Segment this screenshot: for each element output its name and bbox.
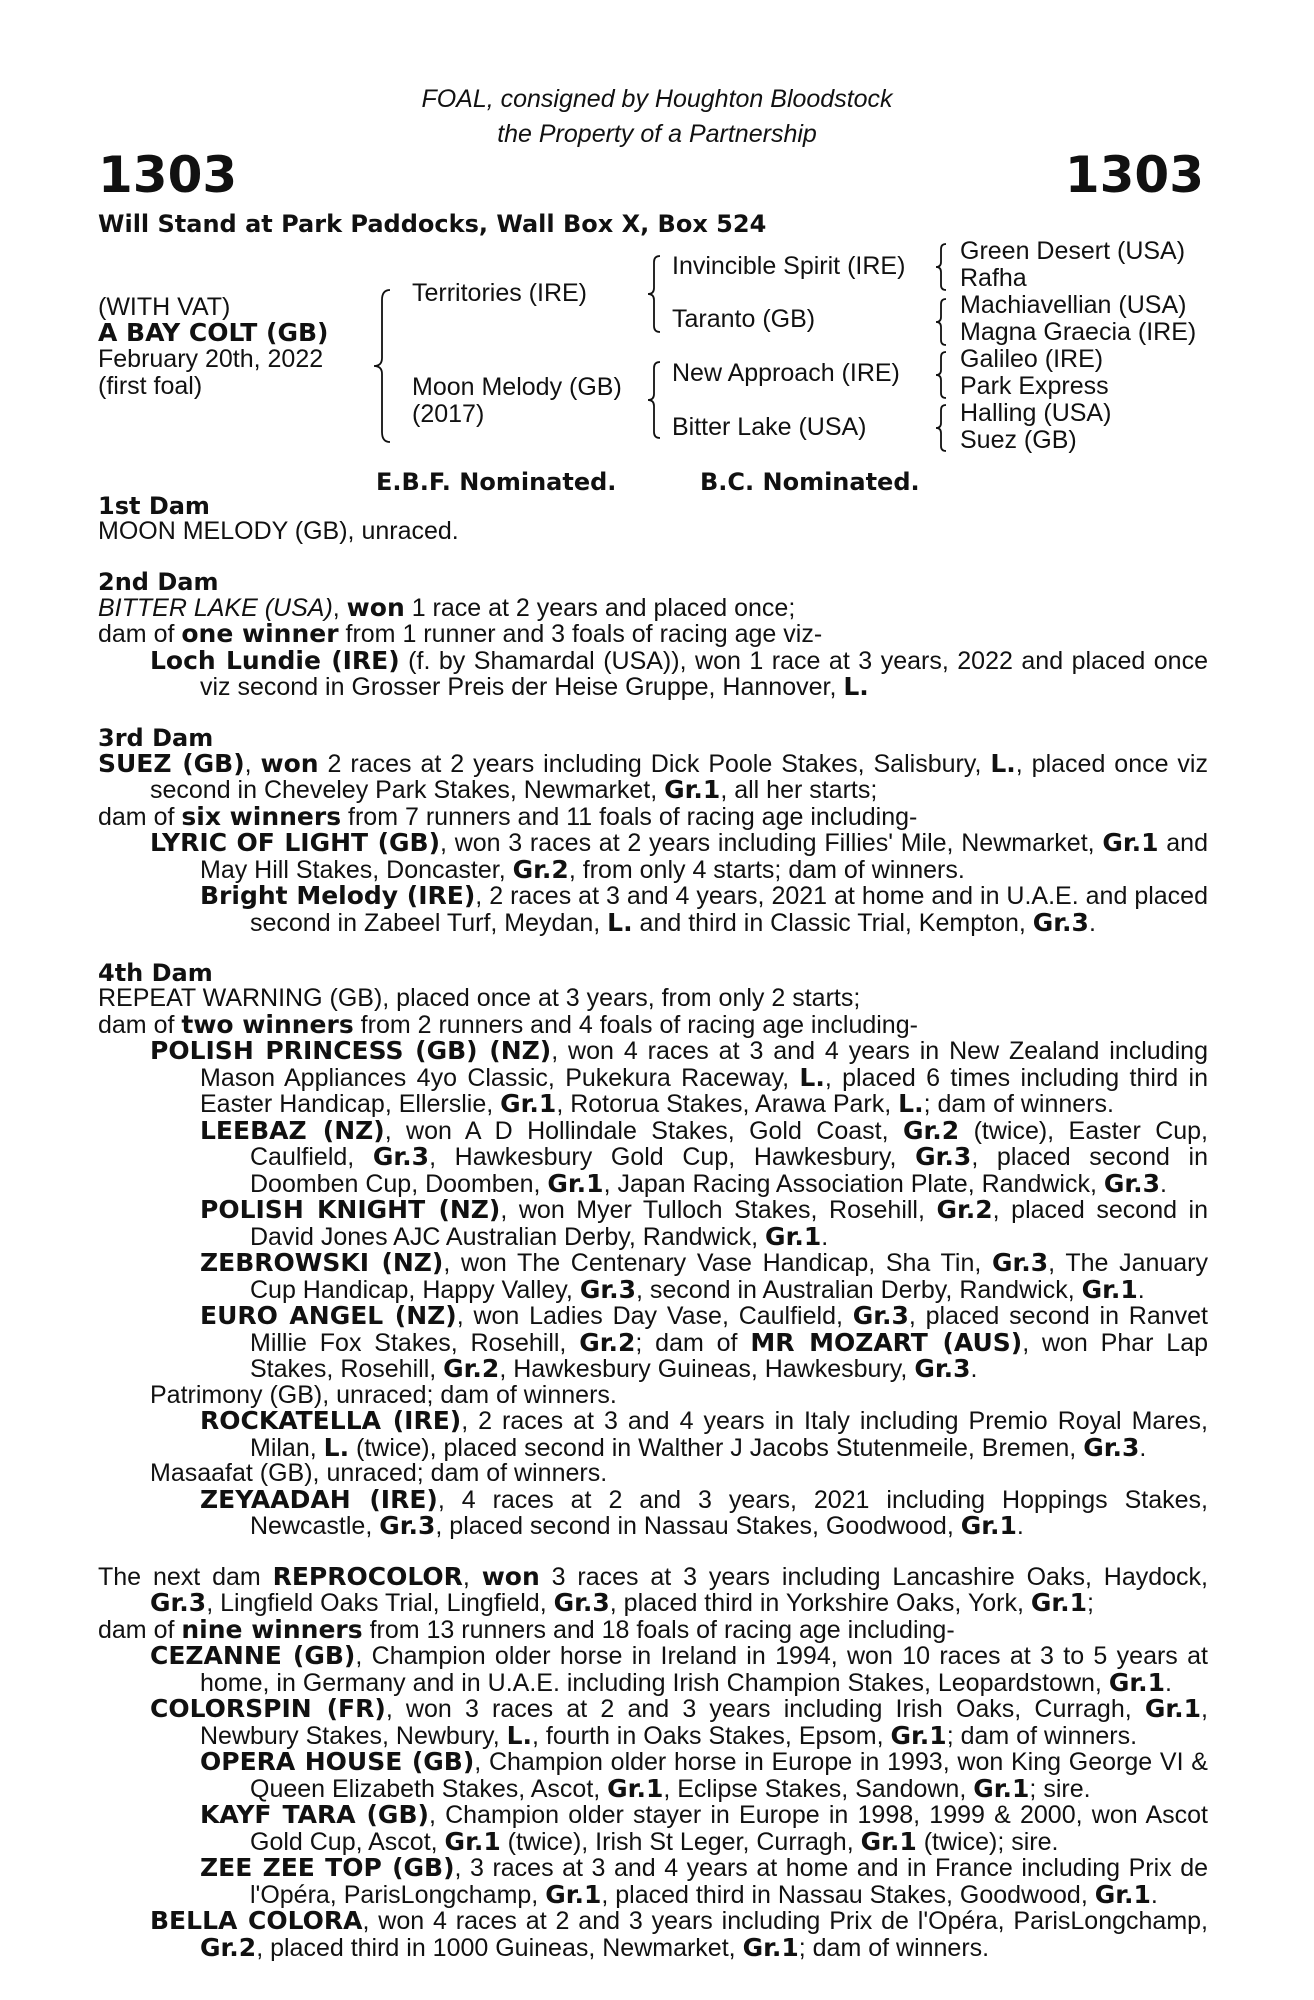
text-run: , fourth in Oaks Stakes, Epsom, [532, 1721, 891, 1750]
text-run: and third in Classic Trial, Kempton, [632, 908, 1033, 937]
text-run: from 2 runners and 4 foals of racing age including- [353, 1010, 918, 1039]
horse-name: LYRIC OF LIGHT (GB) [150, 828, 441, 857]
horse-name: EURO ANGEL (NZ) [200, 1301, 457, 1330]
horse-name: KAYF TARA (GB) [200, 1800, 429, 1829]
third-dam-heading: 3rd Dam [98, 723, 214, 752]
text-run: , Champion older horse in Ireland in 1994, won 10 races at 3 to 5 years at home, in Germany and in U.A.E. including Irish Champion Stakes, Leopardstown, [200, 1642, 1208, 1697]
text-run: L. [607, 907, 633, 937]
text-run: Gr.1 [444, 1826, 501, 1856]
text-run: , placed second in Doomben Cup, Doomben, [250, 1143, 1208, 1198]
pedigree-ds-sire: Galileo (IRE) [960, 345, 1104, 373]
text-run: . [821, 1222, 829, 1251]
second-dam-progeny-1 [98, 645, 1208, 701]
text-run: Gr.2 [579, 1327, 636, 1357]
bc-nominated: B.C. Nominated. [700, 468, 920, 496]
text-run: Gr.2 [512, 854, 569, 884]
fourth-dam-progeny-euro-angel [98, 1303, 1208, 1383]
next-dam-progeny-colorspin [98, 1696, 1208, 1749]
text-run: Gr.2 [936, 1195, 993, 1224]
text-run: L. [323, 1432, 350, 1462]
next-dam-progeny-bella-colora [98, 1908, 1208, 1961]
text-run: Gr.3 [1103, 1168, 1161, 1198]
text-run: Gr.3 [914, 1354, 971, 1383]
next-dam-progeny-opera-house [98, 1749, 1208, 1802]
text-run: Gr.1 [1102, 828, 1159, 857]
text-run: Gr.1 [547, 1168, 604, 1198]
text-run: , won 4 races at 2 and 3 years including Prix de l'Opéra, ParisLongchamp, [362, 1907, 1208, 1935]
text-run: 3 races at 3 years including Lancashire Oaks, Haydock, [539, 1562, 1208, 1591]
horse-name: SUEZ (GB) [98, 748, 245, 778]
horse-name: BELLA COLORA [150, 1906, 363, 1935]
first-dam-heading: 1st Dam [98, 492, 210, 520]
text-run: , placed third in 1000 Guineas, Newmarket, [256, 1933, 743, 1962]
text-run: Gr.3 [852, 1301, 909, 1330]
fourth-dam-line1: REPEAT WARNING (GB), placed once at 3 years, from only 2 starts; [98, 984, 861, 1012]
text-run: . [1165, 1668, 1172, 1697]
foal-name: A BAY COLT (GB) [98, 318, 329, 347]
lot-number-left: 1303 [98, 146, 238, 204]
text-run: , won Myer Tulloch Stakes, Rosehill, [500, 1196, 937, 1224]
fourth-dam-line2 [98, 1009, 1208, 1039]
text-run: The next dam [98, 1562, 273, 1591]
horse-name: LEEBAZ (NZ) [200, 1115, 385, 1145]
text-run: Gr.1 [765, 1221, 822, 1251]
text-run: Gr.1 [607, 1773, 664, 1803]
text-run: Gr.1 [545, 1879, 602, 1909]
pedigree-dam-year: (2017) [412, 400, 485, 428]
pedigree-dam-sire: New Approach (IRE) [672, 359, 900, 387]
text-run: , Hawkesbury Gold Cup, Hawkesbury, [429, 1143, 916, 1171]
pedigree-brace-sire [644, 254, 664, 334]
first-dam-text: MOON MELODY (GB), unraced. [98, 517, 459, 545]
text-run: , second in Australian Derby, Randwick, [636, 1275, 1082, 1304]
text-run: , won 4 races at 3 and 4 years in New Zealand including Mason Appliances 4yo Classic, Pukekura Raceway, [200, 1037, 1208, 1092]
pedigree-brace-main [370, 288, 394, 444]
text-run: Gr.1 [664, 775, 721, 804]
horse-name: ZEBROWSKI (NZ) [200, 1248, 444, 1277]
text-run: . [1088, 908, 1096, 937]
pedigree-sire: Territories (IRE) [412, 279, 588, 307]
text-run: (twice), Easter Cup, Caulfield, [250, 1116, 1208, 1171]
text-run: (twice), Irish St Leger, Curragh, [500, 1827, 861, 1856]
text-run: Gr.1 [1094, 1879, 1151, 1909]
fourth-dam-progeny-patrimony: Patrimony (GB), unraced; dam of winners. [150, 1380, 617, 1409]
text-run: dam of [98, 620, 182, 648]
text-run: from 7 runners and 11 foals of racing age including- [341, 802, 918, 831]
pedigree-sire-sire: Invincible Spirit (IRE) [672, 252, 906, 280]
second-dam-line1 [98, 592, 1208, 622]
text-run: Gr.1 [1030, 1588, 1088, 1617]
text-run: , Eclipse Stakes, Sandown, [663, 1774, 974, 1803]
text-run: , won Phar Lap Stakes, Rosehill, [250, 1328, 1209, 1383]
text-run: ; dam of winners. [798, 1933, 990, 1962]
third-dam-line1 [98, 748, 1208, 804]
text-run: dam of [98, 1615, 182, 1644]
consignor-line-1: FOAL, consigned by Houghton Bloodstock [421, 85, 893, 113]
pedigree-sire-dam: Taranto (GB) [672, 305, 816, 333]
text-run: . [1137, 1275, 1145, 1304]
text-run: , placed third in Yorkshire Oaks, York, [609, 1589, 1031, 1617]
text-run: L. [843, 672, 869, 701]
text-run: Gr.1 [500, 1089, 557, 1118]
text-run: nine winners [181, 1614, 363, 1644]
text-run: L. [990, 748, 1016, 778]
text-run: , Rotorua Stakes, Arawa Park, [556, 1090, 899, 1118]
text-run: won [346, 592, 405, 622]
text-run: (twice), placed second in Walther J Jacobs Stutenmeile, Bremen, [349, 1433, 1084, 1462]
text-run: , Newbury Stakes, Newbury, [200, 1695, 1208, 1750]
text-run: ; dam of winners. [946, 1721, 1138, 1750]
text-run: Gr.1 [960, 1511, 1017, 1540]
text-run: ; sire. [1029, 1774, 1091, 1803]
foal-note: (first foal) [98, 372, 203, 400]
text-run: Gr.3 [1032, 907, 1089, 937]
second-dam-line2 [98, 621, 1208, 648]
horse-name: CEZANNE (GB) [150, 1641, 356, 1670]
text-run: (f. by Shamardal (USA)), won 1 race at 3 years, 2022 and placed once viz second in Grosser Preis der Heise Gruppe, Hannover, [200, 646, 1208, 701]
next-dam-line2 [98, 1614, 1208, 1644]
text-run: six winners [181, 801, 342, 831]
pedigree-ss-sire: Green Desert (USA) [960, 237, 1186, 265]
text-run: Gr.3 [1083, 1432, 1140, 1462]
third-dam-progeny-2 [98, 883, 1208, 936]
text-run: from 1 runner and 3 foals of racing age viz- [338, 620, 823, 648]
next-dam-progeny-zee-zee-top [98, 1855, 1208, 1908]
text-run: won [260, 748, 319, 778]
horse-name: COLORSPIN (FR) [150, 1694, 386, 1723]
third-dam-line2 [98, 801, 1208, 831]
text-run: , placed once viz second in Cheveley Park Stakes, Newmarket, [150, 749, 1208, 804]
stand-location: Will Stand at Park Paddocks, Wall Box X, Box 524 [98, 210, 767, 238]
text-run: Gr.2 [902, 1115, 960, 1145]
horse-name: OPERA HOUSE (GB) [200, 1747, 475, 1776]
text-run: two winners [181, 1009, 354, 1039]
text-run: ; [1087, 1589, 1094, 1617]
vat-note: (WITH VAT) [98, 293, 231, 321]
text-run: , won Ladies Day Vase, Caulfield, [456, 1302, 853, 1330]
text-run: Gr.3 [553, 1588, 610, 1617]
text-run: , won 3 races at 2 years including Fillies' Mile, Newmarket, [440, 829, 1103, 857]
text-run: , placed second in Nassau Stakes, Goodwood, [435, 1512, 961, 1540]
next-dam-line1 [98, 1561, 1208, 1617]
text-run: , Champion older stayer in Europe in 1998, 1999 & 2000, won Ascot Gold Cup, Ascot, [250, 1801, 1208, 1856]
text-run: Gr.3 [991, 1248, 1049, 1277]
fourth-dam-progeny-rockatella [98, 1408, 1208, 1461]
pedigree-dd-dam: Suez (GB) [960, 426, 1077, 454]
text-run: , placed 6 times including third in Easter Handicap, Ellerslie, [200, 1063, 1208, 1118]
text-run: won [481, 1561, 540, 1591]
catalogue-body [98, 493, 1208, 1961]
text-run: , 3 races at 3 and 4 years at home and in France including Prix de l'Opéra, ParisLongchamp, [250, 1854, 1208, 1909]
fourth-dam-progeny-polish-knight [98, 1197, 1208, 1250]
second-dam-heading: 2nd Dam [98, 567, 219, 596]
pedigree-ss-dam: Rafha [960, 264, 1027, 292]
pedigree-dd-sire: Halling (USA) [960, 399, 1112, 427]
fourth-dam-progeny-zeyaadah [98, 1484, 1208, 1540]
text-run: Gr.3 [379, 1511, 436, 1540]
text-run: , from only 4 starts; dam of winners. [568, 855, 965, 884]
horse-name: ZEE ZEE TOP (GB) [200, 1853, 455, 1882]
ebf-nominated: E.B.F. Nominated. [376, 468, 617, 496]
fourth-dam-progeny-masaafat: Masaafat (GB), unraced; dam of winners. [150, 1459, 608, 1487]
text-run: Gr.1 [890, 1720, 947, 1750]
horse-name: REPROCOLOR [272, 1561, 463, 1591]
text-run: Gr.2 [443, 1354, 500, 1383]
pedigree-brace-sd [932, 297, 950, 347]
text-run: one winner [181, 619, 339, 648]
text-run: , 4 races at 2 and 3 years, 2021 including Hoppings Stakes, Newcastle, [250, 1485, 1208, 1540]
text-run: , Hawkesbury Guineas, Hawkesbury, [499, 1355, 915, 1383]
second-dam-name: BITTER LAKE (USA) [98, 593, 333, 622]
text-run: Gr.3 [579, 1274, 636, 1304]
text-run: dam of [98, 802, 182, 831]
text-run: . [1139, 1433, 1147, 1462]
text-run: Gr.1 [742, 1932, 799, 1962]
lot-number-right: 1303 [1064, 146, 1204, 204]
text-run: ; dam of [635, 1328, 751, 1357]
text-run: Gr.2 [200, 1932, 257, 1962]
text-run: Gr.1 [860, 1826, 917, 1856]
text-run: , 2 races at 3 and 4 years, 2021 at home and in U.A.E. and placed second in Zabeel Turf, Meydan, [250, 882, 1208, 937]
text-run: (twice); sire. [916, 1827, 1059, 1856]
text-run: , 2 races at 3 and 4 years in Italy including Premio Royal Mares, Milan, [250, 1407, 1209, 1462]
horse-name: POLISH KNIGHT (NZ) [200, 1195, 501, 1224]
text-run: Gr.1 [1081, 1274, 1138, 1304]
horse-name: Bright Melody (IRE) [200, 881, 476, 910]
text-run: , placed third in Nassau Stakes, Goodwood, [601, 1880, 1095, 1909]
text-run: Gr.1 [1108, 1667, 1165, 1697]
horse-name: MR MOZART (AUS) [750, 1327, 1023, 1357]
fourth-dam-heading: 4th Dam [98, 959, 213, 987]
text-run: and May Hill Stakes, Doncaster, [200, 829, 1208, 884]
text-run: ; dam of winners. [923, 1090, 1114, 1118]
pedigree-brace-dam [644, 360, 664, 440]
text-run: Gr.3 [915, 1142, 972, 1171]
text-run: . [1150, 1880, 1158, 1909]
text-run: , Lingfield Oaks Trial, Lingfield, [206, 1589, 554, 1617]
pedigree-sd-dam: Magna Graecia (IRE) [960, 318, 1197, 346]
text-run: , The January Cup Handicap, Happy Valley, [250, 1249, 1209, 1304]
text-run: , [462, 1562, 482, 1591]
text-run: . [970, 1355, 978, 1383]
third-dam-progeny-1 [98, 830, 1208, 883]
next-dam-progeny-cezanne [98, 1643, 1208, 1696]
text-run: 2 races at 2 years including Dick Poole Stakes, Salisbury, [318, 749, 991, 778]
text-run: L. [506, 1720, 533, 1750]
text-run: Gr.3 [372, 1142, 430, 1171]
horse-name: ZEYAADAH (IRE) [200, 1484, 438, 1514]
text-run: . [1160, 1169, 1167, 1198]
fourth-dam-progeny-zebrowski [98, 1250, 1208, 1303]
text-run: 1 race at 2 years and placed once; [404, 593, 796, 622]
text-run: Gr.1 [1144, 1694, 1202, 1723]
pedigree-sd-sire: Machiavellian (USA) [960, 291, 1187, 319]
text-run: , won The Centenary Vase Handicap, Sha Tin, [443, 1249, 992, 1277]
text-run: from 13 runners and 18 foals of racing age including- [362, 1615, 955, 1644]
text-run: dam of [98, 1010, 182, 1039]
consignor-line-2: the Property of a Partnership [497, 120, 817, 148]
pedigree-brace-ss [932, 242, 950, 292]
text-run: , placed second in David Jones AJC Australian Derby, Randwick, [250, 1196, 1209, 1251]
pedigree-ds-dam: Park Express [960, 372, 1109, 400]
text-run: , Japan Racing Association Plate, Randwick, [603, 1169, 1104, 1198]
text-run: L. [799, 1062, 825, 1092]
pedigree-brace-ds [932, 350, 950, 400]
pedigree-dam-dam: Bitter Lake (USA) [672, 413, 867, 441]
text-run: Gr.3 [150, 1588, 207, 1617]
text-run: , won 3 races at 2 and 3 years including Irish Oaks, Curragh, [385, 1695, 1145, 1723]
text-run: L. [898, 1089, 924, 1118]
fourth-dam-progeny-polish-princess [98, 1038, 1208, 1118]
text-run: , placed second in Ranvet Millie Fox Stakes, Rosehill, [250, 1302, 1208, 1357]
text-run: , all her starts; [720, 776, 878, 804]
text-run: Gr.1 [973, 1773, 1030, 1803]
text-run: , won A D Hollindale Stakes, Gold Coast, [384, 1116, 903, 1145]
fourth-dam-progeny-leebaz [98, 1115, 1208, 1198]
text-run: . [1016, 1512, 1024, 1540]
horse-name: POLISH PRINCESS (GB) (NZ) [150, 1036, 552, 1065]
text-run: , [244, 749, 261, 778]
horse-name: Loch Lundie (IRE) [150, 645, 400, 675]
text-run: , Champion older horse in Europe in 1993, won King George VI & Queen Elizabeth Stakes, Ascot, [250, 1748, 1208, 1803]
text-run: , [332, 593, 347, 622]
pedigree-dam: Moon Melody (GB) [412, 373, 622, 401]
next-dam-progeny-kayf-tara [98, 1802, 1208, 1855]
pedigree-brace-dd [932, 403, 950, 453]
foal-dob: February 20th, 2022 [98, 345, 324, 373]
horse-name: ROCKATELLA (IRE) [200, 1406, 462, 1435]
